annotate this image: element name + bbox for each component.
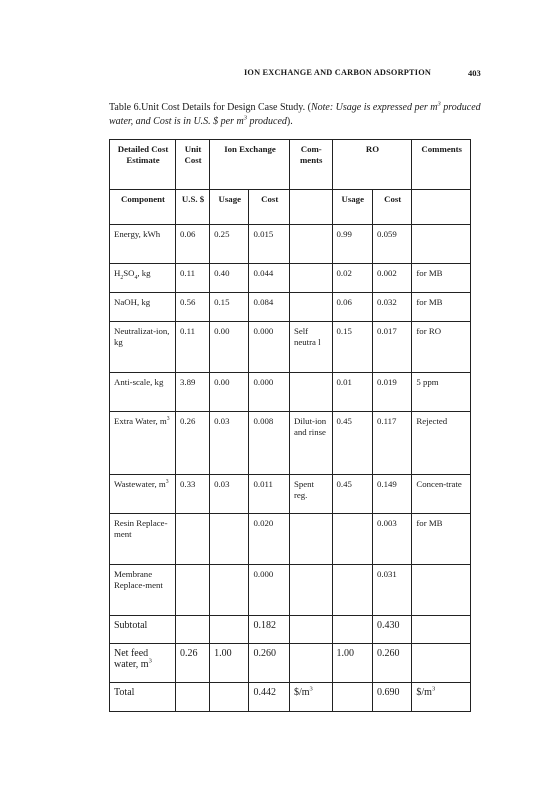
cell-comment-ix-text: Self neutra l <box>293 326 321 347</box>
cell-cost-ix <box>249 225 289 264</box>
header-blank <box>412 190 471 225</box>
cell-cost-ro <box>372 293 411 322</box>
cell-cost-ix <box>249 475 289 514</box>
component-text: Anti-scale, kg <box>114 377 164 387</box>
cell-unit-cost <box>176 616 210 644</box>
cell-unit-cost <box>176 644 210 683</box>
cell-comment-ix <box>289 683 332 712</box>
cell-comment-text: for MB <box>416 297 443 307</box>
cell-cost-ro-text: 0.117 <box>376 416 397 426</box>
cell-usage-ro-text: 0.45 <box>336 416 352 426</box>
cell-usage-ro <box>332 373 372 412</box>
cell-cost-ro-text: 0.031 <box>376 569 397 579</box>
caption-sup: 3 <box>243 114 247 122</box>
cell-usage-ix <box>210 373 249 412</box>
component-text: Membrane Replace-ment <box>114 569 163 590</box>
header-usage-ro: Usage <box>332 190 372 225</box>
cell-usage-ro-text: 0.02 <box>336 268 352 278</box>
component-text: Neutralizat-ion, kg <box>114 326 170 347</box>
cell-unit-cost <box>176 514 210 565</box>
cell-comment-ix <box>289 225 332 264</box>
cell-usage-ix-text: 0.00 <box>214 377 230 387</box>
cell-comment <box>412 514 471 565</box>
cell-usage-ix <box>210 264 249 293</box>
cell-cost-ro <box>372 373 411 412</box>
cell-comment-ix <box>289 264 332 293</box>
cell-comment-text: for RO <box>416 326 442 336</box>
table-row <box>110 373 471 412</box>
cell-usage-ix <box>210 565 249 616</box>
cell-usage-ro-text: 0.01 <box>336 377 352 387</box>
cell-usage-ix-text: 0.15 <box>214 297 230 307</box>
cell-usage-ix <box>210 616 249 644</box>
cell-usage-ix-text: 1.00 <box>214 648 232 659</box>
cell-comment-ix-text: $/m <box>293 687 310 698</box>
header-cost-ix: Cost <box>249 190 289 225</box>
component-text: Resin Replace-ment <box>114 518 168 539</box>
component-text: 3 <box>165 479 169 486</box>
cell-comment <box>412 322 471 373</box>
component-text: SO <box>123 268 135 278</box>
cell-cost-ix <box>249 565 289 616</box>
cell-usage-ix <box>210 293 249 322</box>
cell-usage-ix <box>210 514 249 565</box>
header-ro: RO <box>332 140 412 190</box>
cell-cost-ix <box>249 616 289 644</box>
cell-cost-ix-text: 0.008 <box>253 416 274 426</box>
cell-cost-ix-text: 0.182 <box>253 620 276 631</box>
header-cost-ro: Cost <box>372 190 411 225</box>
cell-unit-cost-text: 0.33 <box>180 479 196 489</box>
cell-unit-cost-text: 3.89 <box>180 377 196 387</box>
cell-cost-ro-text: 0.002 <box>376 268 397 278</box>
component-text: NaOH, kg <box>114 297 151 307</box>
cell-unit-cost <box>176 683 210 712</box>
cell-cost-ro <box>372 683 411 712</box>
cell-cost-ro-text: 0.260 <box>376 648 400 659</box>
cell-component <box>110 373 176 412</box>
header-unit: U.S. $ <box>176 190 210 225</box>
cell-cost-ro <box>372 616 411 644</box>
component-text: 4 <box>134 274 138 281</box>
cell-unit-cost-text: 0.06 <box>180 229 196 239</box>
caption-lead: Table 6.Unit Cost Details for Design Case Study. ( <box>109 102 311 113</box>
cell-usage-ro <box>332 322 372 373</box>
cell-comment-ix <box>289 616 332 644</box>
cell-cost-ro <box>372 514 411 565</box>
cell-cost-ro-text: 0.019 <box>376 377 397 387</box>
cell-usage-ix <box>210 475 249 514</box>
cell-cost-ro-text: 0.690 <box>376 687 400 698</box>
cell-comment-text: Rejected <box>416 416 448 426</box>
cell-usage-ro <box>332 514 372 565</box>
cell-cost-ix-text: 0.260 <box>253 648 276 659</box>
cost-table <box>109 139 471 712</box>
table-row <box>110 322 471 373</box>
cell-usage-ro <box>332 293 372 322</box>
cell-usage-ix <box>210 683 249 712</box>
header-unit-cost: Unit Cost <box>176 140 210 190</box>
table-row <box>110 616 471 644</box>
cell-unit-cost <box>176 225 210 264</box>
cell-cost-ro-text: 0.059 <box>376 229 397 239</box>
cell-usage-ix-text: 0.40 <box>214 268 230 278</box>
table-row <box>110 475 471 514</box>
table-row <box>110 514 471 565</box>
cell-comment-ix <box>289 644 332 683</box>
cell-component <box>110 644 176 683</box>
cell-component <box>110 565 176 616</box>
cell-usage-ix-text: 0.03 <box>214 416 230 426</box>
cell-unit-cost <box>176 373 210 412</box>
cell-component <box>110 293 176 322</box>
header-component: Component <box>110 190 176 225</box>
cell-usage-ro <box>332 644 372 683</box>
cell-cost-ro <box>372 264 411 293</box>
cell-cost-ro-text: 0.149 <box>376 479 397 489</box>
page-number: 403 <box>468 68 481 78</box>
component-text: Total <box>114 687 135 698</box>
cell-cost-ix-text: 0.044 <box>253 268 274 278</box>
cell-cost-ix-text: 0.000 <box>253 377 274 387</box>
cell-usage-ro-text: 0.06 <box>336 297 352 307</box>
cell-usage-ro <box>332 475 372 514</box>
table-row <box>110 644 471 683</box>
cell-usage-ro-text: 0.45 <box>336 479 352 489</box>
component-text: Extra Water, m <box>114 416 167 426</box>
header-usage-ix: Usage <box>210 190 249 225</box>
cell-usage-ix <box>210 322 249 373</box>
header-row-2 <box>110 190 471 225</box>
cell-component <box>110 616 176 644</box>
cell-usage-ro <box>332 616 372 644</box>
cell-unit-cost-text: 0.56 <box>180 297 196 307</box>
cell-comment <box>412 683 471 712</box>
table-row <box>110 683 471 712</box>
cell-cost-ix-text: 0.000 <box>253 569 274 579</box>
cell-cost-ro-text: 0.430 <box>376 620 400 631</box>
cell-cost-ix-text: 0.000 <box>253 326 274 336</box>
caption-note-part: produced water, and Cost is in U.S. $ per m <box>109 102 481 127</box>
table-row <box>110 264 471 293</box>
cell-unit-cost <box>176 475 210 514</box>
cell-unit-cost-text: 0.26 <box>180 648 198 659</box>
cell-comment-ix-sup: 3 <box>309 685 313 693</box>
cell-cost-ro-text: 0.032 <box>376 297 397 307</box>
cell-comment <box>412 565 471 616</box>
table-row <box>110 225 471 264</box>
cell-comment-ix <box>289 475 332 514</box>
cell-usage-ix-text: 0.00 <box>214 326 230 336</box>
component-text: 3 <box>148 657 152 665</box>
cell-comment-sup: 3 <box>431 685 436 693</box>
cell-cost-ix-text: 0.442 <box>253 687 276 698</box>
cell-cost-ix-text: 0.011 <box>253 479 273 489</box>
header-ion-exchange: Ion Exchange <box>210 140 290 190</box>
cell-comment-text: for MB <box>416 268 443 278</box>
cell-cost-ix <box>249 412 289 475</box>
cell-cost-ro-text: 0.017 <box>376 326 397 336</box>
cell-cost-ix <box>249 514 289 565</box>
cell-cost-ix-text: 0.020 <box>253 518 274 528</box>
caption-sup: 3 <box>437 100 441 108</box>
cell-component <box>110 225 176 264</box>
cell-component <box>110 264 176 293</box>
cell-comment-ix-text: Dilut-ion and rinse <box>293 416 327 437</box>
cell-usage-ro <box>332 225 372 264</box>
cell-unit-cost-text: 0.11 <box>180 268 196 278</box>
header-comments: Comments <box>412 140 471 190</box>
cell-cost-ro <box>372 412 411 475</box>
cell-comment <box>412 475 471 514</box>
cell-cost-ro-text: 0.003 <box>376 518 397 528</box>
caption-tail: ). <box>286 116 293 127</box>
component-text: , kg <box>137 268 151 278</box>
table-row <box>110 565 471 616</box>
component-text: Subtotal <box>114 620 148 631</box>
component-text: 3 <box>166 416 170 423</box>
cell-cost-ix <box>249 293 289 322</box>
cell-cost-ro <box>372 644 411 683</box>
header-row-1 <box>110 140 471 190</box>
cell-usage-ix <box>210 644 249 683</box>
cell-component <box>110 683 176 712</box>
cell-unit-cost <box>176 412 210 475</box>
cell-comment <box>412 264 471 293</box>
cell-cost-ix <box>249 264 289 293</box>
cell-comment-text: $/m <box>416 687 432 698</box>
table-row <box>110 412 471 475</box>
cell-usage-ro-text: 0.15 <box>336 326 352 336</box>
running-header: ION EXCHANGE AND CARBON ADSORPTION <box>244 68 432 77</box>
cell-usage-ro <box>332 264 372 293</box>
cell-usage-ro <box>332 565 372 616</box>
cell-comment <box>412 616 471 644</box>
cell-component <box>110 412 176 475</box>
cell-unit-cost <box>176 264 210 293</box>
cell-comment <box>412 293 471 322</box>
cell-unit-cost <box>176 322 210 373</box>
cell-comment-ix <box>289 293 332 322</box>
cell-component <box>110 475 176 514</box>
header-blank <box>289 190 332 225</box>
cell-comment <box>412 225 471 264</box>
cell-cost-ro <box>372 225 411 264</box>
cell-cost-ro <box>372 565 411 616</box>
cell-comment-ix-text: Spent reg. <box>293 479 314 500</box>
cell-usage-ix-text: 0.03 <box>214 479 230 489</box>
component-text: 2 <box>120 274 124 281</box>
cell-usage-ix-text: 0.25 <box>214 229 230 239</box>
cell-component <box>110 322 176 373</box>
component-text: H <box>114 268 121 278</box>
cell-cost-ro <box>372 475 411 514</box>
cell-comment <box>412 373 471 412</box>
cell-usage-ix <box>210 412 249 475</box>
cell-comment-text: 5 ppm <box>416 377 439 387</box>
header-detailed: Detailed Cost Estimate <box>110 140 176 190</box>
cell-usage-ro <box>332 683 372 712</box>
caption-note-part: produced <box>246 116 287 127</box>
cell-cost-ix-text: 0.015 <box>253 229 274 239</box>
cell-cost-ro <box>372 322 411 373</box>
cell-usage-ro-text: 1.00 <box>336 648 355 659</box>
cell-comment-text: for MB <box>416 518 443 528</box>
cell-comment-ix <box>289 373 332 412</box>
cell-component <box>110 514 176 565</box>
table-body <box>110 225 471 712</box>
cell-comment <box>412 412 471 475</box>
component-text: Wastewater, m <box>114 479 166 489</box>
table-caption <box>109 101 489 129</box>
cell-cost-ix <box>249 683 289 712</box>
cell-comment-ix <box>289 322 332 373</box>
cell-comment-ix <box>289 514 332 565</box>
component-text: Net feed water, m <box>114 648 149 670</box>
caption-note-part: Note: Usage is expressed per m <box>310 102 438 113</box>
cell-unit-cost-text: 0.26 <box>180 416 196 426</box>
cell-usage-ro-text: 0.99 <box>336 229 352 239</box>
cell-usage-ro <box>332 412 372 475</box>
cell-cost-ix-text: 0.084 <box>253 297 274 307</box>
cell-unit-cost <box>176 293 210 322</box>
cell-comment-ix <box>289 565 332 616</box>
cell-cost-ix <box>249 644 289 683</box>
header-comments-short: Com-ments <box>289 140 332 190</box>
cell-comment-ix <box>289 412 332 475</box>
component-text: Energy, kWh <box>114 229 161 239</box>
table-row <box>110 293 471 322</box>
cell-usage-ix <box>210 225 249 264</box>
cell-unit-cost <box>176 565 210 616</box>
cell-unit-cost-text: 0.11 <box>180 326 196 336</box>
cell-comment <box>412 644 471 683</box>
cell-cost-ix <box>249 322 289 373</box>
cell-comment-text: Concen-trate <box>416 479 462 489</box>
cell-cost-ix <box>249 373 289 412</box>
